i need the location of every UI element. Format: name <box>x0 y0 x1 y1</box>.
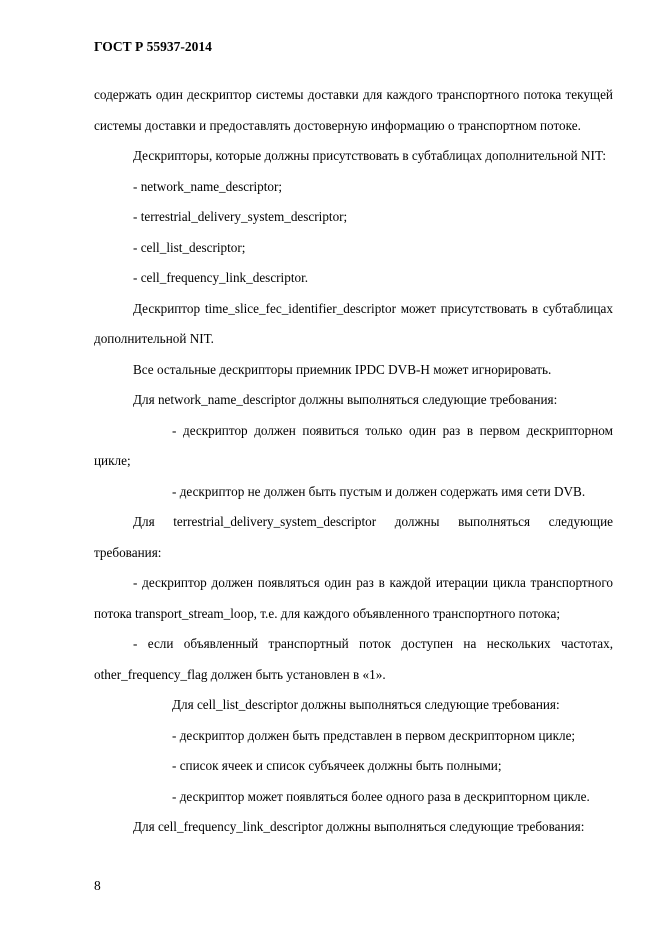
list-item-network-name-not-empty: - дескриптор не должен быть пустым и должен содержать имя сети DVB. <box>172 483 586 499</box>
list-item-cell-lists-complete: - список ячеек и список субъячеек должны быть полными; <box>172 758 502 773</box>
list-item-network-name-once: - дескриптор должен появиться только один раз в первом дескрипторном цикле; <box>94 422 613 468</box>
list-item-network-name: - network_name_descriptor; <box>133 178 283 194</box>
page-number: 8 <box>94 878 101 893</box>
list-item-cell-list-first-loop: - дескриптор должен быть представлен в первом дескрипторном цикле; <box>172 727 576 743</box>
document-header: ГОСТ Р 55937-2014 <box>94 39 212 54</box>
document-body <box>94 80 613 843</box>
list-item-cell-list-multiple: - дескриптор может появляться более одного раза в дескрипторном цикле. <box>172 788 590 804</box>
paragraph-required-descriptors: Дескрипторы, которые должны присутствовать в субтаблицах дополнительной NIT: <box>133 148 607 163</box>
paragraph-terrestrial-requirements: Для terrestrial_delivery_system_descriptor должны выполняться следующие требования: <box>94 514 613 560</box>
list-item-cell-frequency-link: - cell_frequency_link_descriptor. <box>133 270 309 285</box>
paragraph-cell-frequency-requirements: Для cell_frequency_link_descriptor должны выполняться следующие требования: <box>133 819 585 834</box>
paragraph-network-name-requirements: Для network_name_descriptor должны выполняться следующие требования: <box>133 392 558 407</box>
list-item-other-frequency-flag: - если объявленный транспортный поток доступен на нескольких частотах, other_frequency_flag должен быть установлен в «1». <box>94 636 613 682</box>
paragraph-delivery-system-continuation: содержать один дескриптор системы доставки для каждого транспортного потока текущей системы доставки и предоставлять достоверную информацию о транспортном потоке. <box>94 87 613 133</box>
paragraph-time-slice-descriptor: Дескриптор time_slice_fec_identifier_descriptor может присутствовать в субтаблицах дополнительной NIT. <box>94 300 613 346</box>
paragraph-ignore-descriptors: Все остальные дескрипторы приемник IPDC DVB-H может игнорировать. <box>133 361 552 377</box>
paragraph-cell-list-requirements: Для cell_list_descriptor должны выполняться следующие требования: <box>172 697 560 712</box>
list-item-cell-list: - cell_list_descriptor; <box>133 239 246 255</box>
list-item-terrestrial-delivery: - terrestrial_delivery_system_descriptor; <box>133 209 348 224</box>
list-item-terrestrial-each-iteration: - дескриптор должен появляться один раз в каждой итерации цикла транспортного потока transport_stream_loop, т.е. для каждого объявленного транспортного потока; <box>94 575 613 621</box>
